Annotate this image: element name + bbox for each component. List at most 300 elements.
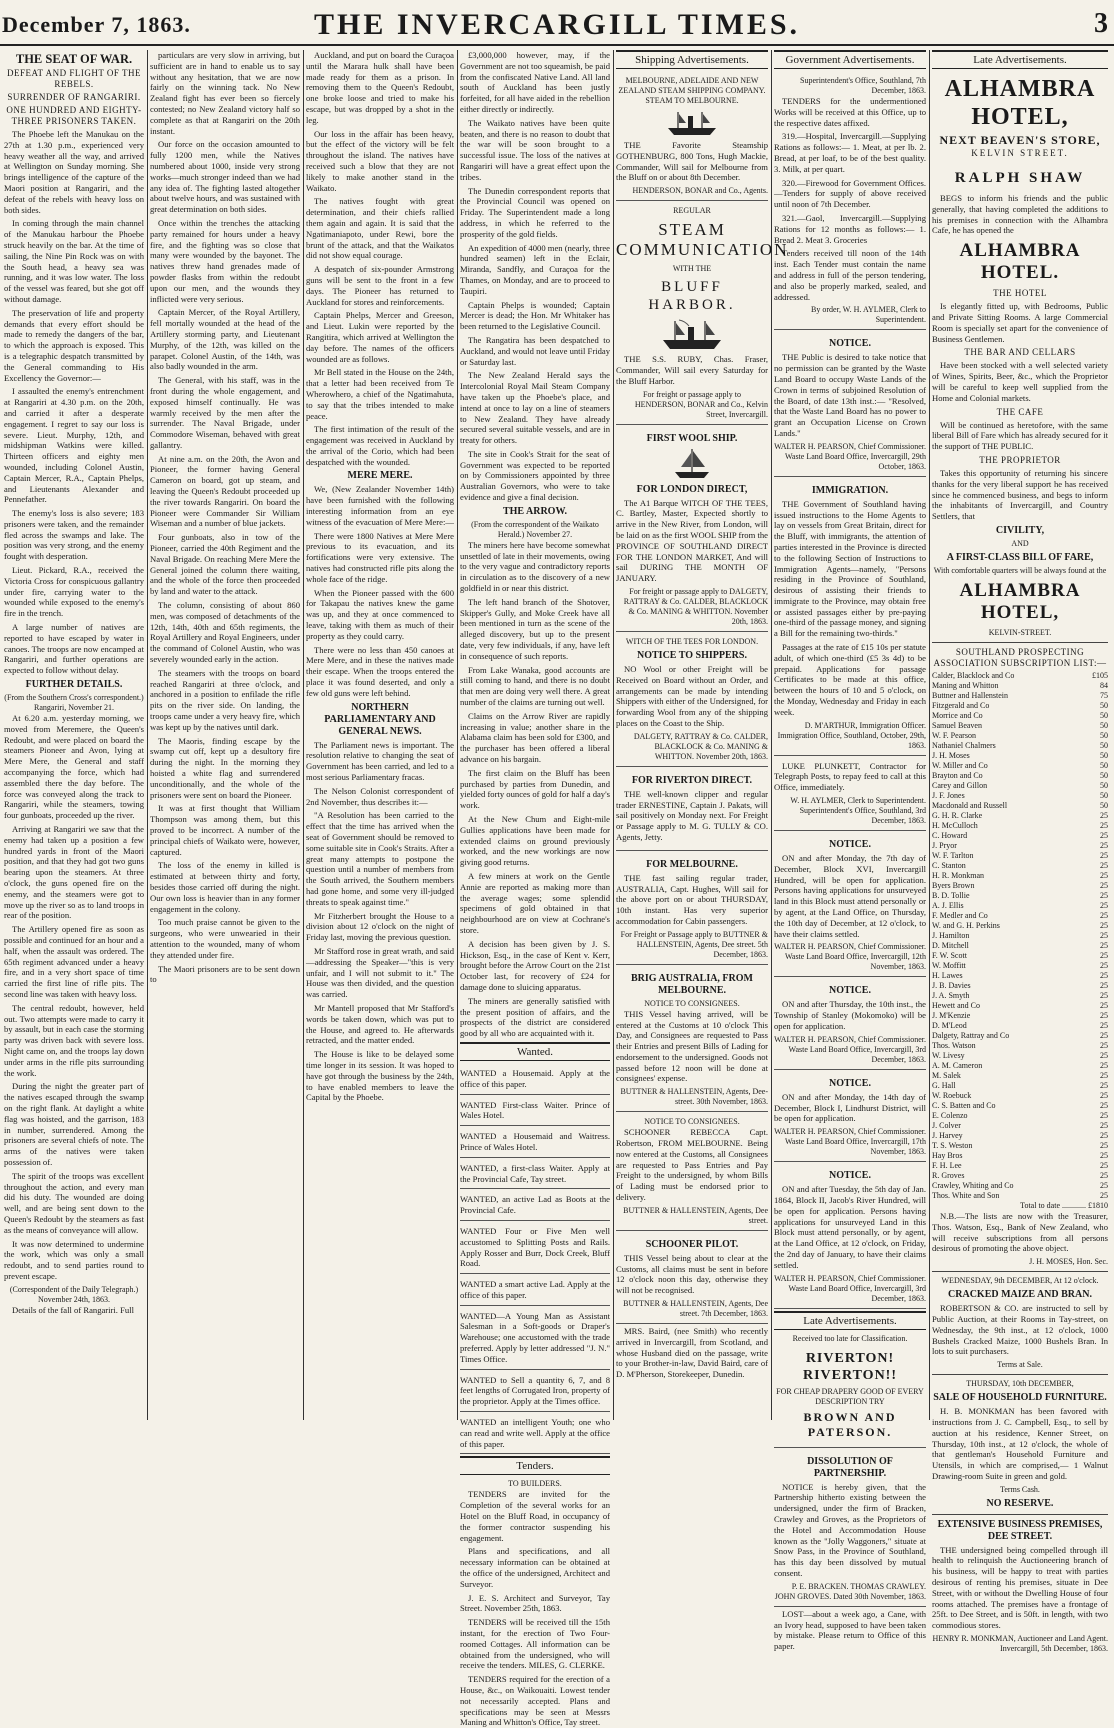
ad-body: THE S.S. RUBY, Chas. Fraser, Commander, Will sail every Saturday for the Bluff Harbor.: [616, 354, 768, 386]
notice-heading: NOTICE.: [829, 338, 871, 350]
ad-body: H. B. MONKMAN has been favored with instructions from J. C. Campbell, Esq., to sell by auction at his residence, Kenner Street, on Thursday, 10th inst., at 12 o'clock, the whole of that gentleman's Household Furniture and Utensils, in which are comprised,— 1 Walnut Drawing-room Suite in green and gold.: [932, 1406, 1108, 1481]
subscription-row: [932, 981, 1108, 991]
the-hotel-heading: THE HOTEL: [993, 288, 1047, 299]
subscriber-amount: 25: [1100, 1090, 1108, 1100]
subscriber-name: W. Livesy: [932, 1050, 965, 1060]
article-paragraph: Mr Bell stated in the House on the 24th, that a letter had been received from Te Wherowhero, a chief of the Ngatimahuta, to say that the tribes intended to make peace.: [306, 367, 454, 421]
subscription-row: [932, 971, 1108, 981]
no-reserve: NO RESERVE.: [986, 1497, 1054, 1509]
column-2-war-news: [150, 50, 300, 1422]
article-paragraph: A few miners at work on the Gentle Annie are reported as making more than the average wages; some splendid specimens of gold obtained in that neighbourhood are on view at Cochrane's store.: [460, 870, 610, 935]
subscriber-amount: 25: [1100, 1190, 1108, 1200]
article-paragraph: "A Resolution has been carried to the effect that the time has arrived when the seat of Government should be removed to some suitable site in Cook's Straits. After a great many attempts to postpone the question until a number of members from the South arrived, the Southern members had gone home, and some very ill-judged threats to speak against time.": [306, 810, 454, 907]
article-paragraph: The Maoris, finding escape by the swamp cut off, kept up a desultory fire during the night. In the morning they hoisted a white flag and surrendered unconditionally, and the whole of the prisoners were sent on board the Pioneer.: [150, 735, 300, 800]
fare-note: With comfortable quarters will be always found at the: [933, 565, 1107, 575]
subscriber-amount: 25: [1100, 870, 1108, 880]
subscriber-name: Hay Bros: [932, 1150, 963, 1160]
wanted-ad: WANTED a Housemaid. Apply at the office of this paper.: [460, 1065, 610, 1095]
article-paragraph: The left hand branch of the Shotover, Skipper's Gully, and Moke Creek have all been mentioned in turn as the scene of the alleged discovery, but up to the present date, very few individuals, if any, have left in consequence of such reports.: [460, 596, 610, 661]
further-details-heading: FURTHER DETAILS.: [25, 679, 123, 691]
subscription-row: [932, 921, 1108, 931]
divider: [932, 1514, 1108, 1515]
subscription-row: [932, 721, 1108, 731]
subscriber-name: D. M'Leod: [932, 1020, 967, 1030]
ad-body: THE undersigned being compelled through ill health to relinquish the Auctioneering branch of his business, will be happy to treat with parties desirous of renting his premises, situate in Dee Street, with or without the Dwelling House of four rooms attached. The premises have a frontage of 25ft. to Dee Street, and is 50ft. in length, with two commodious stores.: [932, 1544, 1108, 1631]
riverton-heading: FOR RIVERTON DIRECT.: [631, 774, 753, 786]
subscriber-name: H. Lawes: [932, 970, 963, 980]
article-paragraph: The column, consisting of about 860 men, was composed of detachments of the 12th, 14th, 40th and 65th regiments, the Royal Artillery and Royal Engineers, under the command of Colonel Austin, who was severely wounded early in the action.: [150, 600, 300, 665]
article-paragraph: There were no less than 450 canoes at Mere Mere, and in these the natives made their escape. When the troops entered the place it was found deserted, and only a few old guns were left behind.: [306, 644, 454, 698]
ad-body: THIS Vessel being about to clear at the Customs, all claims must be sent in before 12 o'clock noon this day, otherwise they will not be recognised.: [616, 1252, 768, 1296]
subscriber-name: E. Colenzo: [932, 1110, 968, 1120]
brig-heading: BRIG AUSTRALIA, FROM MELBOURNE.: [631, 972, 753, 996]
ad-body: ROBERTSON & CO. are instructed to sell by Public Auction, at their Rooms in Tay-street, on Wednesday, the 9th inst., at 12 o'clock, 1000 Bushels Cracked Maize, 1000 Bushels Bran. In lots to suit purchasers.: [932, 1303, 1108, 1357]
subscriber-amount: 50: [1100, 700, 1108, 710]
subscriber-amount: 25: [1100, 820, 1108, 830]
steamship-icon: [664, 108, 720, 138]
article-paragraph: £3,000,000 however, may, if the Government are not too squeamish, be paid from the confiscated Native Land. All land south of Auckland has been justly forfeited, for all have aided in the rebellion either directly or indirectly.: [460, 50, 610, 114]
ad-agent: BUTTNER & HALLENSTEIN, Agents, Dee street.: [623, 1205, 768, 1225]
correspondent-line: (From the Southern Cross's correspondent.) Rangariri, November 21.: [4, 693, 144, 713]
article-paragraph: The Dunedin correspondent reports that the Provincial Council was opened on Friday. The Superintendent made a long address, in which he referred to the prosperity of the gold fields.: [460, 185, 610, 239]
article-paragraph: Captain Phelps is wounded; Captain Mercer is dead; the Hon. Mr Whitaker has been returned to the Legislative Council.: [460, 299, 610, 332]
subscriber-name: W. F. Tarlton: [932, 850, 974, 860]
subscription-row: [932, 1101, 1108, 1111]
subscriber-name: Morrice and Co: [932, 710, 983, 720]
subscription-row: [932, 1061, 1108, 1071]
subscriber-amount: 25: [1100, 930, 1108, 940]
notice-heading: NOTICE.: [829, 1170, 871, 1182]
wanted-section-heading: Wanted.: [460, 1042, 610, 1061]
late-classification-note: Received too late for Classification.: [792, 1333, 908, 1343]
jacobs-river-notice: [774, 1164, 926, 1308]
subscriber-name: B. D. Tollie: [932, 890, 970, 900]
riverton-ad: [616, 769, 768, 851]
subscriber-name: Buttner and Hallenstein: [932, 690, 1008, 700]
subscriber-amount: 50: [1100, 760, 1108, 770]
signature: WALTER H. PEARSON, Chief Commissioner. Waste Land Board Office, Invercargill, 3rd December, 1863.: [774, 1273, 926, 1303]
article-paragraph: The natives fought with great determination, and their chiefs rallied them again and again. It is said that the Ngatimaniapoto, under Rewi, bore the brunt of the attack, and that the Waikatos did not show equal courage.: [306, 196, 454, 261]
divider: [932, 1271, 1108, 1272]
subscriber-name: Brayton and Co: [932, 770, 983, 780]
article-paragraph: A decision has been given by J. S. Hickson, Esq., in the case of Kent v. Kerr, brought before the Arrow Court on the 21st October last, for recovery of £24 for damage done to sluicing apparatus.: [460, 938, 610, 992]
signature: WALTER H. PEARSON, Chief Commissioner. Waste Land Board Office, Invercargill, 29th October, 1863.: [774, 441, 926, 471]
ad-body: SCHOONER REBECCA Capt. Robertson, FROM MELBOURNE. Being now entered at the Customs, all Consignees are requested to Pass Entries and Pay Freight to the undersigned, by whom Bills of Lading must be endorsed prior to delivery.: [616, 1127, 768, 1203]
subscriber-name: F. Medler and Co: [932, 910, 988, 920]
column-rule: [303, 50, 304, 1420]
column-7-late-ads: [932, 50, 1108, 1654]
shippers-notice-ad: [616, 634, 768, 767]
pilot-ad: [616, 1233, 768, 1324]
lindhurst-notice: [774, 1072, 926, 1162]
kelvin-street: KELVIN STREET.: [971, 148, 1069, 158]
northern-news-heading: NORTHERN PARLIAMENTARY AND GENERAL NEWS.: [324, 701, 436, 737]
subscriber-name: Fitzgerald and Co: [932, 700, 990, 710]
subscriber-name: Byers Brown: [932, 880, 975, 890]
ad-body: ON and after Monday, the 7th day of December, Block XVI, Invercargill Hundred, will be open for application. Persons having applications for unsurveyed land in this Block must attend personally or by agent, at the Land Office, on Thursday, the 10th day of December, at 12 o'clock, to have their claims settled.: [774, 853, 926, 939]
ad-body: BEGS to inform his friends and the public generally, that having completed the additions to his premises in connection with the Alhambra Cafe, he has opened the: [932, 193, 1108, 236]
notice-heading: NOTICE.: [829, 985, 871, 997]
subscriber-name: W. F. Pearson: [932, 730, 976, 740]
notice-heading: NOTICE.: [829, 839, 871, 851]
subscriber-amount: 84: [1100, 680, 1108, 690]
subscriber-amount: 25: [1100, 980, 1108, 990]
subscription-row: [932, 761, 1108, 771]
subscriber-amount: 25: [1100, 860, 1108, 870]
article-paragraph: Our loss in the affair has been heavy, but the effect of the victory will be felt throughout the island. The natives have received such a blow that they are not likely to make another stand in the Waikato.: [306, 128, 454, 193]
subscription-total: Total to date ............ £1810: [1020, 1200, 1108, 1210]
subscription-row: [932, 741, 1108, 751]
subscriber-amount: 25: [1100, 1170, 1108, 1180]
subscriber-name: A. M. Cameron: [932, 1060, 983, 1070]
signature: By order, W. H. AYLMER, Clerk to Superintendent.: [811, 305, 926, 325]
article-paragraph: At the New Chum and Eight-mile Gullies applications have been made for extended claims on ground previously worked, and the new workings are now giving good returns.: [460, 814, 610, 868]
kelvin-street-end: KELVIN-STREET.: [988, 627, 1052, 637]
subscriber-amount: 25: [1100, 1160, 1108, 1170]
article-paragraph: At nine a.m. on the 20th, the Avon and Pioneer, the former having General Cameron on board, got up steam, and leaving the Queen's Redoubt proceeded up the river towards Rangariri. On board the Pioneer were Commander Sir William Wiseman and a number of blue jackets.: [150, 453, 300, 529]
subscriber-name: J. Colver: [932, 1120, 961, 1130]
subscriber-amount: 50: [1100, 750, 1108, 760]
article-paragraph: In coming through the main channel of the Manukau harbour the Phoebe struck heavily on the bar. At the time of sailing, the Nine Pin Rock was on with the South head, a heavy sea was running, and it was low water. The loss of the vessel was feared, but she got off without damage.: [4, 218, 144, 304]
subscription-row: [932, 1181, 1108, 1191]
subscriber-name: F. H. Lee: [932, 1160, 962, 1170]
ad-body: THIS Vessel having arrived, will be entered at the Customs at 10 o'clock This Day, and Consignees are requested to Pass their Entries and present Bills of Lading for endorsement to the undersigned. Goods not passed before 12 noon will be done at consignees' expense.: [616, 1008, 768, 1084]
column-rule: [457, 50, 458, 1420]
subscription-row: [932, 711, 1108, 721]
london-direct-heading: FOR LONDON DIRECT,: [636, 483, 748, 495]
subscription-heading: SOUTHLAND PROSPECTING ASSOCIATION SUBSCRIPTION LIST:—: [933, 646, 1107, 668]
immigration-heading: IMMIGRATION.: [811, 484, 889, 496]
subscriber-name: J. Pryor: [932, 840, 957, 850]
article-paragraph: Details of the fall of Rangariri. Full: [12, 1304, 134, 1315]
article-paragraph: particulars are very slow in arriving, but sufficient are in hand to enable us to say without any hesitation, that we are now fairly on the winning tack. No New Zealand fight has ever been so fiercely contested; no New Zealand victory half so complete as that at Rangariri on the 20th instant.: [150, 50, 300, 136]
auction-terms: Terms at Sale.: [997, 1360, 1043, 1370]
masthead: [0, 0, 1114, 46]
premises-heading: EXTENSIVE BUSINESS PREMISES, DEE STREET.: [937, 1518, 1103, 1542]
ad-body: The A1 Barque WITCH OF THE TEES, C. Bartley, Master, Expected shortly to arrive in the New River, from London, will be laid on as the first WOOL SHIP from the PROVINCE OF SOUTHLAND DIRECT FOR THE LONDON MARKET, And will sail DURING THE MONTH OF JANUARY.: [616, 497, 768, 584]
subscriber-amount: 50: [1100, 790, 1108, 800]
subscriber-amount: 25: [1100, 950, 1108, 960]
ad-body: Passages at the rate of £15 10s per statute adult, of which one-third (£5 3s 4d) to be prepaid. Applications for passage Certificates to be made at this office, between the hours of 10 and 5 o'clock, on the Monday, Wednesday and Friday in each week.: [774, 642, 926, 717]
article-paragraph: At 6.20 a.m. yesterday morning, we moved from Meremere, the Queen's Redoubt, and were placed on board the steamers Pioneer and Avon, lying at Mere Mere, the General and staff accompanying the force, which had assembled there the day before. The force was conveyed along the track to Rangariri, while the steamers, towing four gunboats, proceeded up the river.: [4, 713, 144, 821]
divider: [932, 642, 1108, 643]
subscription-row: [932, 781, 1108, 791]
wanted-ad: WANTED, an active Lad as Boots at the Provincial Cafe.: [460, 1191, 610, 1221]
dissolution-heading: DISSOLUTION OF PARTNERSHIP.: [807, 1455, 893, 1479]
subscription-row: [932, 871, 1108, 881]
wanted-ad: WANTED, a first-class Waiter. Apply at the Provincial Cafe, Tay street.: [460, 1160, 610, 1190]
signature: WALTER H. PEARSON, Chief Commissioner. Waste Land Board Office, Invercargill, 3rd December, 1863.: [774, 1034, 926, 1064]
subscription-row: [932, 1141, 1108, 1151]
subscriber-name: W. Roebuck: [932, 1090, 972, 1100]
next-beavens-store: NEXT BEAVEN'S STORE,: [939, 133, 1101, 147]
column-rule: [613, 50, 614, 1420]
subscriber-name: M. Salek: [932, 1070, 961, 1080]
tender-item: 321.—Gaol, Invercargill.—Supplying Rations for 12 months as follows:— 1. Bread 2. Meat 3. Groceries: [774, 212, 926, 245]
wanted-ad: WANTED First-class Waiter. Prince of Wales Hotel.: [460, 1097, 610, 1127]
subscription-row: [932, 841, 1108, 851]
seat-of-war-heading: THE SEAT OF WAR.: [15, 52, 133, 66]
subscription-row: [932, 1151, 1108, 1161]
subscriber-amount: 25: [1100, 1000, 1108, 1010]
column-rule: [147, 50, 148, 1420]
article-paragraph: Too much praise cannot be given to the surgeons, who were unwearied in their attention to the wounded, many of whom they attended under fire.: [150, 917, 300, 960]
article-paragraph: The New Zealand Herald says the Intercolonial Royal Mail Steam Company have taken up the Phoebe's place, and intend at once to lay on a line of steamers to New Zealand. They have already secured several suitable vessels, and are in treaty for others.: [460, 370, 610, 446]
subscriber-amount: 25: [1100, 1030, 1108, 1040]
article-paragraph: From Lake Wanaka, good accounts are still coming to hand, and there is no doubt that men are doing very well there. A great number of the claims are turning out well.: [460, 664, 610, 708]
baird-notice: MRS. Baird, (nee Smith) who recently arrived in Invercargill, from Scotland, and whose Husband died on the passage, write to your Brother-in-law, David Baird, care of D. M'Pherson, Storekeeper, Dunedin.: [616, 1326, 768, 1380]
notice-heading: NOTICE TO SHIPPERS.: [637, 649, 747, 661]
subscriber-name: G. H. R. Clarke: [932, 810, 983, 820]
subscription-row: [932, 681, 1108, 691]
article-paragraph: A despatch of six-pounder Armstrong guns will be sent to the front in a few days. The Pioneer has returned to Auckland for stores and reinforcements.: [306, 264, 454, 307]
subscriber-amount: 25: [1100, 1110, 1108, 1120]
article-paragraph: The central redoubt, however, held out. Two attempts were made to carry it by assault, but in each case the storming party was driven back with severe loss. Night came on, and the troops lay down under arms in the rifle pits surrounding the work.: [4, 1002, 144, 1078]
article-paragraph: The preservation of life and property demands that every effort should be made to remedy the dangers of the bar, to which the approach is exposed. This is a telegraphic despatch transmitted by the General commanding to His Excellency the Governor:—: [4, 307, 144, 383]
bluff-steam-ad: [616, 203, 789, 424]
signature: WALTER H. PEARSON, Chief Commissioner. Waste Land Board Office, Invercargill, 17th November, 1863.: [774, 1127, 926, 1157]
subscriber-name: Calder, Blacklock and Co: [932, 670, 1015, 680]
ad-body: LUKE PLUNKETT, Contractor for Telegraph Posts, to repay feed to call at this Office, immediately.: [774, 760, 926, 793]
subscriber-amount: 50: [1100, 710, 1108, 720]
article-paragraph: The Artillery opened fire as soon as possible and continued for an hour and a half, when the assault was ordered. The 65th regiment advanced under a heavy fire, and in a very short space of time carried the first line of rifle pits. The second line was taken with heavy loss.: [4, 924, 144, 999]
witch-of-tees-line: WITCH OF THE TEES FOR LONDON.: [625, 636, 759, 646]
subscriber-name: T. S. Weston: [932, 1140, 973, 1150]
arrow-correspondent: (From the correspondent of the Waikato Herald.) November 27.: [471, 519, 599, 539]
subscriber-amount: 25: [1100, 940, 1108, 950]
immigration-notice: [774, 479, 926, 756]
subscription-row: [932, 1041, 1108, 1051]
subscription-row: [932, 1051, 1108, 1061]
article-paragraph: An expedition of 4000 men (nearly, three hundred seamen) left in the Eclair, Miranda, Sandfly, and Curaçoa for the Thames, on Monday, and are to proceed to Taupiri.: [460, 242, 610, 296]
subscriber-name: Thos. Watson: [932, 1040, 976, 1050]
subscription-row: [932, 1001, 1108, 1011]
article-paragraph: Our force on the occasion amounted to fully 1200 men, while the Natives numbered about 1000, inside very strong works—much stronger indeed than we had any idea of. The fighting lasted altogether about twelve hours, and was sustained with great determination on both sides.: [150, 139, 300, 215]
subscription-row: [932, 891, 1108, 901]
subscriber-amount: 50: [1100, 770, 1108, 780]
subscriber-amount: 75: [1100, 690, 1108, 700]
article-paragraph: Claims on the Arrow River are rapidly increasing in value; another share in the Alabama claim has been sold for £300, and the purchaser has been offered a liberal advance on his bargain.: [460, 710, 610, 765]
tenders-notice: [774, 73, 926, 330]
dissolution-ad: [774, 1450, 926, 1607]
notice-heading: NOTICE.: [829, 1077, 871, 1089]
wanted-ad: WANTED—A Young Man as Assistant Salesman in a Soft-goods or Draper's Warehouse; one accustomed with the trade preferred. Apply by letter addressed "J. N." Times Office.: [460, 1308, 610, 1370]
subscription-row: [932, 1191, 1108, 1201]
subscription-row: [932, 1031, 1108, 1041]
article-paragraph: The Rangatira has been despatched to Auckland, and would not leave until Friday or Saturday last.: [460, 334, 610, 367]
wool-ship-ad: [616, 427, 768, 632]
ad-body: TENDERS for the undermentioned Works will be received at this Office, up to the respective dates affixed.: [774, 96, 926, 128]
australia-ad: [616, 853, 768, 965]
ad-agent: BUTTNER & HALLENSTEIN, Agents, Dee-street. 30th November, 1863.: [620, 1087, 768, 1107]
subscription-row: [932, 941, 1108, 951]
steam-to-melbourne: STEAM TO MELBOURNE.: [645, 96, 739, 105]
subscription-row: [932, 931, 1108, 941]
article-paragraph: The first claim on the Bluff has been purchased by parties from Dunedin, and yielded forty ounces of gold for half a day's work.: [460, 767, 610, 811]
wanted-ad: WANTED Four or Five Men well accustomed to Splitting Posts and Rails. Apply Rosser and Burr, Dock Creek, Bluff Road.: [460, 1223, 610, 1274]
subscriber-amount: 25: [1100, 1150, 1108, 1160]
article-paragraph: It was at first thought that William Thompson was among them, but this proved to be incorrect. A number of the principal chiefs of Waikato were, however, captured.: [150, 803, 300, 857]
ad-agent: For Freight or Passage apply to BUTTNER & HALLENSTEIN, Agents, Dee street. 5th December, 1863.: [620, 929, 768, 959]
signature: J. H. MOSES, Hon. Sec.: [1029, 1257, 1108, 1267]
subscription-row: [932, 881, 1108, 891]
drapery-line: FOR CHEAP DRAPERY GOOD OF EVERY DESCRIPTION TRY: [776, 1386, 924, 1406]
civility-line: CIVILITY,: [995, 524, 1045, 536]
subscriber-amount: 25: [1100, 850, 1108, 860]
subscriber-amount: 25: [1100, 1020, 1108, 1030]
subscriber-amount: 25: [1100, 830, 1108, 840]
article-paragraph: Lieut. Pickard, R.A., received the Victoria Cross for conspicuous gallantry under fire, carrying water to the wounded while exposed to the enemy's fire in the trench.: [4, 565, 144, 619]
ad-body: NOTICE is hereby given, that the Partnership hitherto existing between the undersigned, under the firm of Bracken, Crawley and Groves, as the Proprietors of the Hotel and Accommodation House known as the "Jolly Waggoners," situate at Snow Pass, in the Province of Southland, has this day been dissolved by mutual consent.: [774, 1481, 926, 1578]
wanted-ad: WANTED to Sell a quantity 6, 7, and 8 feet lengths of Corrugated Iron, property of the proprietor. Apply at the Times office.: [460, 1372, 610, 1412]
wanted-ad: WANTED a smart active Lad. Apply at the office of this paper.: [460, 1276, 610, 1306]
subscriber-name: H. R. Monkman: [932, 870, 984, 880]
article-paragraph: When the Pioneer passed with the 600 for Takapau the natives knew the game was up, and they at once commenced to leave, taking with them as much of their property as they could carry.: [306, 587, 454, 641]
signature: HENRY R. MONKMAN, Auctioneer and Land Agent. Invercargill, 5th December, 1863.: [932, 1634, 1108, 1654]
subscriber-amount: 25: [1100, 920, 1108, 930]
article-paragraph: Once within the trenches the attacking party remained for hours under a heavy fire, and the fighting was so close that many were wounded by the bayonet. The natives threw hand grenades made of powder flasks from within the redoubt upon our men, and the wounds they inflicted were very serious.: [150, 217, 300, 304]
subscriber-amount: 25: [1100, 990, 1108, 1000]
tender-paragraph: TENDERS required for the erection of a House, &c., on Waikouaiti. Lowest tender not necessarily accepted. Plans and specifications may be seen at Messrs Maning and Whitton's Office, Tay street.: [460, 1674, 610, 1728]
article-paragraph: The Parliament news is important. The resolution relative to changing the seat of Government has been carried, and led to a most serious Parliamentary fracas.: [306, 739, 454, 783]
brown-paterson: BROWN AND PATERSON.: [803, 1409, 897, 1439]
subscription-row: [932, 811, 1108, 821]
article-paragraph: Captain Phelps, Mercer and Greeson, and Lieut. Lukin were reported by the Rangitira, which arrived at Wellington the day before. The names of the officers wounded are as follows.: [306, 310, 454, 364]
subscriber-amount: 25: [1100, 970, 1108, 980]
subscription-row: [932, 1171, 1108, 1181]
ad-body: THE fast sailing regular trader, AUSTRALIA, Capt. Hughes, Will sail for the above port on or about THURSDAY, 10th instant. Has very superior accommodation for Cabin passengers.: [616, 872, 768, 926]
subscriber-name: J. M'Kenzie: [932, 1010, 971, 1020]
subscriber-name: J. F. Jones: [932, 790, 965, 800]
subscriber-amount: 25: [1100, 1180, 1108, 1190]
article-paragraph: The steamers with the troops on board reached Rangariri at three o'clock, and anchored in a position to enfilade the rifle pits on the river side. On landing, the troops came under a very heavy fire, which was kept up by the natives until dark.: [150, 667, 300, 732]
article-paragraph: The Phoebe left the Manukau on the 27th at 1.30 p.m., experienced very heavy weather all the way, and arrived at Wellington on Sunday morning. She brings intelligence of the capture of the Maori position at Rangariri, and the defeat of the rebels with heavy loss on both sides.: [4, 129, 144, 215]
article-paragraph: Four gunboats, also in tow of the Pioneer, carried the 40th Regiment and the Naval Brigade. On reaching Mere Mere the General joined the column there waiting, and the whole of the force then proceeded by land and water to the attack.: [150, 532, 300, 597]
subscription-row: [932, 771, 1108, 781]
column-1-war-news: [4, 50, 144, 1422]
subscriber-name: R. Groves: [932, 1170, 965, 1180]
subscriber-name: W. Moffitt: [932, 960, 966, 970]
wanted-ad: WANTED an intelligent Youth; one who can read and write well. Apply at the office of this paper.: [460, 1414, 610, 1454]
subscription-row: [932, 991, 1108, 1001]
subscriber-amount: 25: [1100, 1010, 1108, 1020]
pilot-heading: SCHOONER PILOT.: [645, 1238, 739, 1250]
article-paragraph: The spirit of the troops was excellent throughout the action, and every man did his duty. The wounded are doing well, and are being sent down to the Queen's Redoubt by the steamers as fast as the means of conveyance will allow.: [4, 1170, 144, 1235]
tender-paragraph: TENDERS will be received till the 15th instant, for the erection of Two Four-roomed Cottages. All information can be obtained from the undersigned, who will receive the tenders. MILES, G. CLERKE.: [460, 1617, 610, 1671]
waste-land-notice: [774, 332, 926, 476]
subscriber-amount: 25: [1100, 810, 1108, 820]
subscriber-name: W. and G. H. Perkins: [932, 920, 1000, 930]
column-6-government: [774, 50, 926, 1652]
block-xvi-notice: [774, 833, 926, 977]
subscription-row: [932, 1161, 1108, 1171]
ad-body: THE Public is desired to take notice that no permission can be granted by the Waste Land Board to occupy Waste Lands of the Crown in terms of subjoined Resolution of the Board, of date 13th inst.:— "Resolved, that the Waste Land Board has no power to grant an Occupation License on Crown Lands.": [774, 352, 926, 438]
subscription-row: [932, 1011, 1108, 1021]
ad-body: N.B.—The lists are now with the Treasurer, Thos. Watson, Esq., Bank of New Zealand, who will receive subscriptions from all persons desirous of promoting the above object.: [932, 1210, 1108, 1254]
subscriber-amount: 25: [1100, 840, 1108, 850]
rebecca-ad: [616, 1114, 768, 1231]
column-rule: [929, 50, 930, 1420]
ad-body: NO Wool or other Freight will be Received on Board without an Order, and arrangements can be made by intending Shippers with either of the Undersigned, for forwarding Wool from any of the shipping places on the Coast to the Ship.: [616, 663, 768, 728]
steamship-icon: [659, 318, 725, 352]
subscriber-name: Samuel Beaven: [932, 720, 982, 730]
article-paragraph: The miners here have become somewhat unsettled of late in their movements, owing to the very vague and contradictory reports in circulation as to the discovery of a new goldfield in or near this district.: [460, 539, 610, 594]
ad-agent: BUTTNER & HALLENSTEIN, Agents, Dee street. 7th December, 1863.: [623, 1299, 768, 1319]
subscription-row: [932, 671, 1108, 681]
subscriber-amount: 25: [1100, 1140, 1108, 1150]
subscriber-amount: 25: [1100, 1120, 1108, 1130]
subscription-row: [932, 911, 1108, 921]
divider: [932, 1374, 1108, 1375]
subscriber-amount: 25: [1100, 960, 1108, 970]
tender-item: 320.—Firewood for Government Offices.—Tenders for supply of above received until noon of 7th December.: [774, 177, 926, 210]
ad-body: Will be continued as heretofore, with the same liberal Bill of Fare which has already secured for it the support of THE PUBLIC.: [932, 419, 1108, 452]
late-ads-heading: Late Advertisements.: [774, 1311, 926, 1330]
subscriber-amount: 50: [1100, 800, 1108, 810]
ad-body: Takes this opportunity of returning his sincere thanks for the very liberal support he has received since he commenced business, and begs to inform the inhabitants of Invercargill, and Country Settlers, that: [932, 467, 1108, 522]
subscription-row: [932, 751, 1108, 761]
ad-body: ON and after Tuesday, the 5th day of Jan. 1864, Block II, Jacob's River Hundred, will be open for application. Persons having applications for unsurveyed Land in this Block must attend personally, or by agent, at the Land Office, at 12 o'clock, on Friday, the 2nd day of January, to have their claims settled.: [774, 1184, 926, 1270]
wool-ship-heading: FIRST WOOL SHIP.: [646, 432, 738, 444]
subscription-list: [932, 671, 1108, 1201]
subscriber-name: J. Harvey: [932, 1130, 963, 1140]
subscriber-name: F. W. Scott: [932, 950, 967, 960]
subscriber-amount: 50: [1100, 720, 1108, 730]
article-paragraph: It was now determined to undermine the work, which was only a small redoubt, and to send parties round to prevent escape.: [4, 1238, 144, 1281]
regular-label: REGULAR: [673, 206, 711, 216]
wanted-ad: WANTED a Housemaid and Waitress. Prince of Wales Hotel.: [460, 1128, 610, 1158]
signature: D. M'ARTHUR, Immigration Officer. Immigration Office, Southland, October, 29th, 1863.: [777, 720, 926, 750]
subscriber-name: Carey and Gillon: [932, 780, 988, 790]
riverton-title: RIVERTON! RIVERTON!!: [802, 1350, 898, 1383]
subscriber-name: Thos. White and Son: [932, 1190, 1000, 1200]
auction-date: THURSDAY, 10th DECEMBER,: [966, 1379, 1074, 1389]
subscription-row: [932, 691, 1108, 701]
subscriber-amount: 25: [1100, 1130, 1108, 1140]
subscriber-amount: £105: [1092, 670, 1108, 680]
subscriber-name: C. S. Batten and Co: [932, 1100, 996, 1110]
surrender-heading: SURRENDER OF RANGARIRI.: [7, 92, 141, 102]
subscriber-name: Dalgety, Rattray and Co: [932, 1030, 1010, 1040]
subscriber-name: W. Miller and Co: [932, 760, 988, 770]
subscriber-name: A. J. Ellis: [932, 900, 964, 910]
subscription-row: [932, 1071, 1108, 1081]
subscriber-name: Crawley, Whiting and Co: [932, 1180, 1014, 1190]
article-paragraph: The General, with his staff, was in the front during the whole engagement, and exposed himself continually. He was warmly received by the men after the surrender. The Naval Brigade, under Commodore Wiseman, behaved with great gallantry.: [150, 375, 300, 450]
subscriber-amount: 25: [1100, 1070, 1108, 1080]
bluff-harbor-title: BLUFF HARBOR.: [648, 279, 736, 314]
office-date-line: Superintendent's Office, Southland, 7th December, 1863.: [800, 76, 926, 95]
notice-heading: NOTICE TO CONSIGNEES.: [644, 1117, 740, 1127]
signature: WALTER H. PEARSON, Chief Commissioner. Waste Land Board Office, Invercargill, 12th November, 1863.: [774, 942, 926, 972]
bar-cellars-heading: THE BAR AND CELLARS: [964, 347, 1076, 358]
alhambra-hotel-end: ALHAMBRA HOTEL,: [959, 579, 1081, 623]
plunkett-notice: [774, 758, 926, 831]
ad-body: Is elegantly fitted up, with Bedrooms, Public and Private Sitting Rooms. A large Commercial Room is specially set apart for the convenience of Business Gentlemen.: [932, 301, 1108, 344]
proprietor-heading: THE PROPRIETOR: [979, 454, 1061, 465]
subscription-row: [932, 1081, 1108, 1091]
subscriber-amount: 25: [1100, 1040, 1108, 1050]
and-line: AND: [1011, 538, 1029, 548]
subscription-row: [932, 901, 1108, 911]
subscription-row: [932, 831, 1108, 841]
subscriber-amount: 25: [1100, 1050, 1108, 1060]
ad-body: THE well-known clipper and regular trader ERNESTINE, Captain J. Pakats, will sail positively on Monday next. For Freight or Passage apply to M. G. TULLY & CO. Agents, Jetty.: [616, 788, 768, 842]
tenders-subheading: TO BUILDERS.: [508, 1479, 562, 1489]
subscription-row: [932, 1091, 1108, 1101]
auction-terms: Terms Cash.: [1000, 1484, 1040, 1494]
ad-body: ON and after Thursday, the 10th inst., the Township of Stanley (Mokomoko) will be open for application.: [774, 999, 926, 1032]
